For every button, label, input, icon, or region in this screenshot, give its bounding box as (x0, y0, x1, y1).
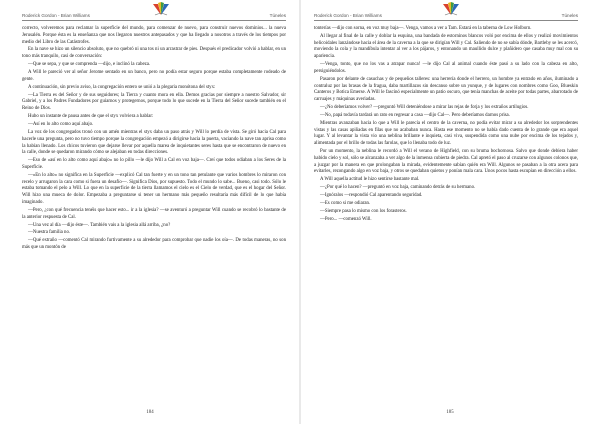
paragraph: —Es como si me odiaran. (320, 201, 371, 207)
header-book-title: Túneles (561, 13, 578, 18)
page-number: 185 (446, 410, 454, 415)
paragraph: —No, papá todavía tardará un rato en regresar a casa —dijo Cal—. Pero deberíamos darnos prisa. (320, 112, 510, 118)
paragraph: —Así en lo alto como aquí abajo. (28, 122, 94, 128)
paragraph: A Will le pareció ver al señor Jerome sentado en un banco, pero no podía estar seguro porque estaba completamente rodeado de gente. (22, 70, 286, 82)
paragraph: En la nave se hizo un silencio absoluto, que no quebró ni una tos ni un arrastrar de pies. Después el predicador volvió a hablar, en un tono más tranquilo, casi de conversación: (22, 47, 286, 60)
paragraph: —Siempre pasa lo mismo con los forasteros. (320, 209, 407, 214)
paragraph: Hubo un instante de pausa antes de que el styx volviera a hablar: (28, 114, 154, 120)
page-number: 184 (146, 410, 154, 415)
paragraph: —Ignóralos —respondió Cal aparentando seguridad. (320, 193, 423, 199)
paragraph: —Nuestra familia no. (28, 230, 71, 236)
paragraph: La voz de los congregados tronó con un amén mientras el styx daba un paso atrás y Will lo perdía de vista. Se giró hacia Cal para hacerle una pregunta, pero no tuvo tiempo porque la congregación empezó a dirigirse hacia la puerta, vaciando la nave tan aprisa como la habían llenado. Los chicos tuvieron que dejarse llevar por aquella marea de inquietantes seres hasta que se encontraron de nuevo en la calle, donde se quedaron mirando cómo se alejaban en todas direcciones. (22, 130, 286, 156)
paragraph: —Eso de «así en lo alto como aquí abajo» no lo pillo —le dijo Will a Cal en voz baja—. Creí que todos odiaban a los Seres de la Superficie. (22, 158, 286, 170)
page-header (22, 0, 286, 22)
paragraph: A Will aquella actitud le hizo sentirse bastante mal. (320, 177, 420, 183)
paragraph: Al llegar al final de la calle y doblar la esquina, una bandada de estorninos blancos voló por encima de ellos y realizó movimientos helicoidales lanzándose hacia el área de la caverna a la que se dirigían Will y Cal. Saliendo de no se sabía dónde, Bartleby se les acercó, moviendo la cola y la mandíbula intentar al ver a los pájaros, y entonando un maullido dulce y plañidero que casaba muy mal con su apariencia. (314, 33, 578, 60)
header-book-title: Túneles (269, 13, 286, 18)
paragraph: —La Tierra es del Señor y de sus seguidores; la Tierra y cuanto mora en ella. Demos gracias por siempre a nuestro Salvador, sir Gabriel, y a los Padres Fundadores por guiarnos y protegernos, porque todo lo que sucede en la Tierra del Señor sucede también en el Reino de Dios. (22, 92, 286, 112)
paragraph: —«En lo alto» no significa en la Superficie —explicó Cal tan fuerte y en un tono tan petulante que varios hombres lo miraron con recelo y arrugaron la cara como si fuera un desafío—. Significa Dios, por supuesto. Todo el mundo lo sabe... Bueno, casi todo. Sólo le estaba tomando el pelo a Will. Lo que en la superficie de la tierra llamamos el cielo es el Cielo de verdad, que es el hogar del Señor. Will hizo una mueca de dolor. Empezaba a preguntarse si tener un hermano más pequeño resultaría más difícil de lo que había imaginado. (22, 172, 286, 205)
page-header (314, 0, 578, 22)
paragraph: —Una vez al día —dijo éste—. También vais a la iglesia allá arriba, ¿no? (28, 222, 171, 228)
paragraph: —¿No deberíamos volver? —preguntó Will deteniéndose a mirar las rejas de forja y los extraños artilugios. (320, 105, 529, 110)
right-page (300, 0, 600, 424)
header-rule (22, 20, 286, 21)
publisher-logo-icon (150, 1, 172, 17)
header-rule (314, 20, 578, 21)
paragraph: —Venga, tonto, que no los vas a atrapar nunca! —le dijo Cal al animal cuando éste pasó a su lado con la cabeza en alto, persiguiéndolos. (314, 62, 578, 74)
paragraph: Por un momento, la neblina le recordó a Will el verano de Highfield, con su bruma bochornosa. Salvo que donde debiera haber habido cielo y sol, sólo se alcanzaba a ver algo de la inmensa cubierta de piedra. Cal apretó el paso al cruzarse con algunos colonos que, a juzgar por la manera en que prolongaban la mirada, evidentemente sabían quién era Will. Algunos se pasaban a la otra acera para evitarles, rezongando algo en voz baja, y otros se quedaban quietos y ponían mala cara. Unos pocos hasta escupían en dirección a ellos. (314, 149, 578, 175)
right-page-text (314, 26, 578, 224)
paragraph: —Pero... —comenzó Will. (320, 216, 372, 222)
header-author: Roderick Gordon - Brian Williams (22, 13, 90, 18)
paragraph: —Pero, ¿con qué frecuencia tenéis que hacer esto... ir a la iglesia? —se aventuró a preguntar Will cuando se recobró lo bastante de la anterior respuesta de Cal. (22, 207, 286, 220)
header-author: Roderick Gordon - Brian Williams (314, 13, 382, 18)
paragraph: —Que se sepa, y que se comprenda —dijo, e inclinó la cabeza. (28, 62, 151, 68)
paragraph: A continuación, sin previo aviso, la congregación entero se unió a la plegaria monótona del styx: (28, 84, 216, 90)
publisher-logo-icon (440, 1, 462, 17)
paragraph: correcto, volveremos para reclamar la superficie del mundo, para comenzar de nuevo, para construir nuevos dominios... la nueva Jerusalén. Porque ésta es la enseñanza que nos llegaron nuestros antepasados y que ha llegado a nosotros a través de los tiempos por medio del Libro de las Catástrofes. (22, 26, 286, 45)
left-page-text (22, 26, 286, 252)
paragraph: —¿Por qué lo hacen? —preguntó en voz baja, caminando detrás de su hermano. (320, 185, 476, 191)
paragraph: tonterías —dijo con sorna, en voz muy baja—. Venga, vamos a ver a Tam. Estará en la taberna de Low Holborn. (314, 26, 532, 31)
paragraph: Pasaron por delante de casuchas y de pequeños talleres: una herrería donde el herrero, un hombre ya entrado en años, iluminado a contraluz por las brasas de la fragua, daba martillazos sin descanso sobre un yunque, y de lugares con nombres como Goo, Blueskin Canteros y Botica Emerse. A Will le fascinó especialmente un patio oscuro, que tenía manchas de aceite por todas partes, abarrotado de carruajes y máquinas averiadas. (314, 76, 578, 103)
paragraph: —Qué extraño —comentó Cal mirando furtivamente a su alrededor para comprobar que nadie los oía—. De todas maneras, no son más que un montón de (22, 238, 286, 251)
paragraph: Mientras avanzaban hacia lo que a Will le parecía el centro de la caverna, no podía evitar mirar a su alrededor los sorprendentes vistas y las casas apiñadas en filas que no acababan nunca. Hasta ese momento no se había dado cuenta de lo grande que era aquel lugar. Y al levantar la vista vio una neblina brillante e inquieta, casi viva, suspendida como una nube por encima de los tejados y, alimentada por el brillo de todas las farolas, que lo llenaba todo de luz. (314, 120, 578, 147)
